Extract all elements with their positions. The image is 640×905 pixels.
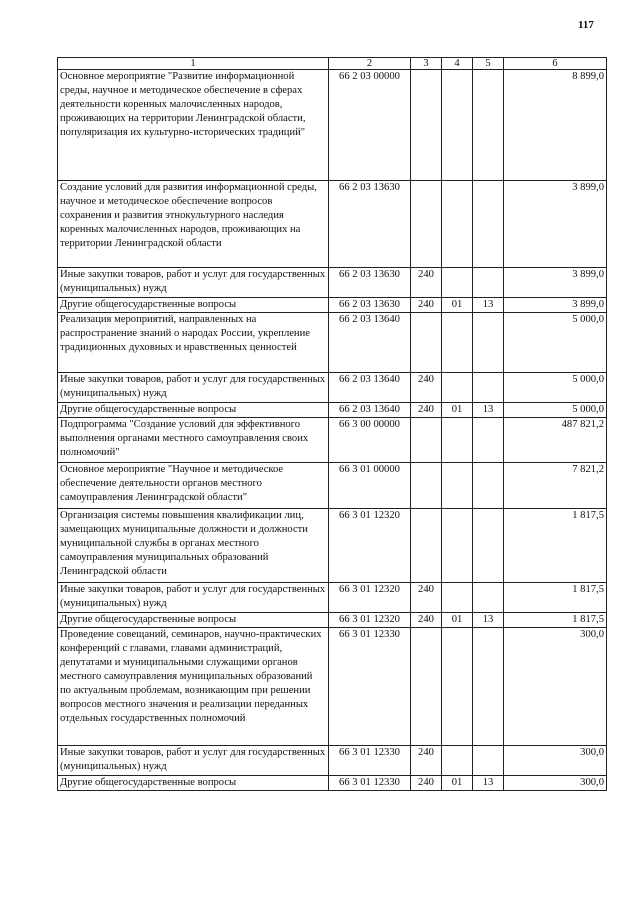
row-subsection bbox=[473, 70, 504, 181]
row-expense-type: 240 bbox=[411, 403, 442, 418]
row-expense-type: 240 bbox=[411, 613, 442, 628]
row-name: Иные закупки товаров, работ и услуг для государственных (муниципальных) нужд bbox=[58, 268, 329, 298]
row-sum: 487 821,2 bbox=[504, 418, 607, 463]
row-sum: 300,0 bbox=[504, 628, 607, 746]
table-row bbox=[58, 509, 607, 583]
row-section: 01 bbox=[442, 298, 473, 313]
row-name: Проведение совещаний, семинаров, научно-практических конференций с главами, главами администраций, депутатами и муниципальными служащими органов местного самоуправления муниципальных образований по актуальным проблемам, возникающим при решении вопросов местного значения и реализации переданных отдельных государственных полномочий bbox=[58, 628, 329, 746]
table-row bbox=[58, 746, 607, 776]
row-subsection: 13 bbox=[473, 776, 504, 791]
row-subsection bbox=[473, 268, 504, 298]
table-row bbox=[58, 418, 607, 463]
row-expense-type: 240 bbox=[411, 268, 442, 298]
col-header: 4 bbox=[442, 58, 473, 70]
row-section bbox=[442, 509, 473, 583]
table-row bbox=[58, 463, 607, 509]
header-row bbox=[58, 58, 607, 70]
row-target-code: 66 3 01 12330 bbox=[329, 776, 411, 791]
row-name: Иные закупки товаров, работ и услуг для государственных (муниципальных) нужд bbox=[58, 583, 329, 613]
table-row bbox=[58, 628, 607, 746]
table-row bbox=[58, 313, 607, 373]
row-target-code: 66 3 01 12320 bbox=[329, 509, 411, 583]
row-name: Создание условий для развития информационной среды, научное и методическое обеспечение вопросов сохранения и развития этнокультурного наследия коренных малочисленных народов, проживающих на территории Ленинградской области bbox=[58, 181, 329, 268]
table-row bbox=[58, 613, 607, 628]
row-subsection: 13 bbox=[473, 613, 504, 628]
table-row bbox=[58, 373, 607, 403]
row-sum: 7 821,2 bbox=[504, 463, 607, 509]
row-subsection bbox=[473, 313, 504, 373]
row-subsection bbox=[473, 373, 504, 403]
row-target-code: 66 3 01 12320 bbox=[329, 613, 411, 628]
table-row bbox=[58, 583, 607, 613]
row-expense-type bbox=[411, 181, 442, 268]
table-row bbox=[58, 298, 607, 313]
row-name: Иные закупки товаров, работ и услуг для государственных (муниципальных) нужд bbox=[58, 373, 329, 403]
row-sum: 3 899,0 bbox=[504, 298, 607, 313]
row-sum: 1 817,5 bbox=[504, 509, 607, 583]
row-expense-type bbox=[411, 313, 442, 373]
row-expense-type bbox=[411, 418, 442, 463]
table-row bbox=[58, 268, 607, 298]
row-subsection bbox=[473, 181, 504, 268]
row-section bbox=[442, 268, 473, 298]
row-sum: 5 000,0 bbox=[504, 403, 607, 418]
row-name: Другие общегосударственные вопросы bbox=[58, 403, 329, 418]
row-section: 01 bbox=[442, 403, 473, 418]
row-expense-type: 240 bbox=[411, 746, 442, 776]
row-target-code: 66 3 01 12330 bbox=[329, 746, 411, 776]
row-name: Другие общегосударственные вопросы bbox=[58, 613, 329, 628]
row-sum: 1 817,5 bbox=[504, 613, 607, 628]
row-section bbox=[442, 70, 473, 181]
row-subsection bbox=[473, 509, 504, 583]
row-name: Подпрограмма "Создание условий для эффективного выполнения органами местного самоуправления своих полномочий" bbox=[58, 418, 329, 463]
row-target-code: 66 2 03 13630 bbox=[329, 268, 411, 298]
page-number: 117 bbox=[578, 19, 594, 31]
row-expense-type bbox=[411, 509, 442, 583]
col-header: 1 bbox=[58, 58, 329, 70]
col-header: 3 bbox=[411, 58, 442, 70]
row-target-code: 66 2 03 13640 bbox=[329, 403, 411, 418]
row-subsection: 13 bbox=[473, 403, 504, 418]
row-expense-type bbox=[411, 463, 442, 509]
row-expense-type: 240 bbox=[411, 298, 442, 313]
row-name: Организация системы повышения квалификации лиц, замещающих муниципальные должности и должности муниципальной службы в органах местного самоуправления муниципальных образований Ленинградской области bbox=[58, 509, 329, 583]
row-expense-type bbox=[411, 70, 442, 181]
row-section bbox=[442, 418, 473, 463]
row-expense-type: 240 bbox=[411, 583, 442, 613]
row-target-code: 66 2 03 13630 bbox=[329, 298, 411, 313]
col-header: 6 bbox=[504, 58, 607, 70]
row-target-code: 66 2 03 13640 bbox=[329, 373, 411, 403]
row-subsection bbox=[473, 463, 504, 509]
row-section bbox=[442, 583, 473, 613]
row-section bbox=[442, 313, 473, 373]
row-name: Реализация мероприятий, направленных на распространение знаний о народах России, укрепление традиционных духовных и нравственных ценностей bbox=[58, 313, 329, 373]
row-section: 01 bbox=[442, 613, 473, 628]
row-sum: 1 817,5 bbox=[504, 583, 607, 613]
col-header: 5 bbox=[473, 58, 504, 70]
budget-table bbox=[57, 57, 607, 791]
row-section bbox=[442, 373, 473, 403]
row-sum: 300,0 bbox=[504, 746, 607, 776]
row-sum: 3 899,0 bbox=[504, 181, 607, 268]
row-sum: 5 000,0 bbox=[504, 313, 607, 373]
row-name: Другие общегосударственные вопросы bbox=[58, 298, 329, 313]
row-target-code: 66 3 00 00000 bbox=[329, 418, 411, 463]
row-expense-type: 240 bbox=[411, 373, 442, 403]
row-sum: 5 000,0 bbox=[504, 373, 607, 403]
row-section bbox=[442, 181, 473, 268]
row-subsection bbox=[473, 746, 504, 776]
row-section bbox=[442, 746, 473, 776]
row-subsection bbox=[473, 628, 504, 746]
row-subsection: 13 bbox=[473, 298, 504, 313]
col-header: 2 bbox=[329, 58, 411, 70]
row-target-code: 66 3 01 00000 bbox=[329, 463, 411, 509]
row-section: 01 bbox=[442, 776, 473, 791]
row-target-code: 66 3 01 12320 bbox=[329, 583, 411, 613]
row-name: Основное мероприятие "Научное и методическое обеспечение деятельности органов местного самоуправления Ленинградской области" bbox=[58, 463, 329, 509]
row-name: Другие общегосударственные вопросы bbox=[58, 776, 329, 791]
row-expense-type bbox=[411, 628, 442, 746]
row-target-code: 66 2 03 00000 bbox=[329, 70, 411, 181]
table-row bbox=[58, 776, 607, 791]
row-name: Иные закупки товаров, работ и услуг для государственных (муниципальных) нужд bbox=[58, 746, 329, 776]
row-sum: 3 899,0 bbox=[504, 268, 607, 298]
row-expense-type: 240 bbox=[411, 776, 442, 791]
row-target-code: 66 2 03 13640 bbox=[329, 313, 411, 373]
table-row bbox=[58, 403, 607, 418]
row-sum: 8 899,0 bbox=[504, 70, 607, 181]
table-row bbox=[58, 70, 607, 181]
row-section bbox=[442, 463, 473, 509]
table-row bbox=[58, 181, 607, 268]
row-target-code: 66 2 03 13630 bbox=[329, 181, 411, 268]
row-subsection bbox=[473, 418, 504, 463]
row-section bbox=[442, 628, 473, 746]
row-subsection bbox=[473, 583, 504, 613]
row-target-code: 66 3 01 12330 bbox=[329, 628, 411, 746]
row-name: Основное мероприятие "Развитие информационной среды, научное и методическое обеспечение в сферах деятельности коренных малочисленных народов, проживающих на территории Ленинградской области, популяризация их культурно-исторических традиций" bbox=[58, 70, 329, 181]
row-sum: 300,0 bbox=[504, 776, 607, 791]
